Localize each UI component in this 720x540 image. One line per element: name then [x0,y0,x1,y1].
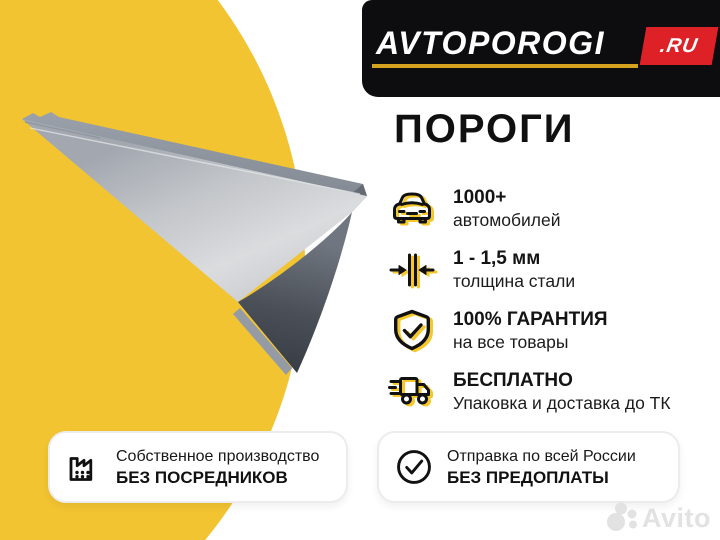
car-icon [388,185,436,233]
badge-line1: Отправка по всей России [447,447,636,465]
feature-text [453,309,608,353]
feature-subtitle: толщина стали [453,271,576,291]
feature-title: БЕСПЛАТНО [453,370,573,391]
feature-item-warranty [388,307,698,355]
feature-text [453,187,560,231]
feature-list [388,185,698,416]
production-badge [48,431,348,503]
feature-subtitle: автомобилей [453,210,561,230]
feature-subtitle: Упаковка и доставка до ТК [453,393,671,413]
steel-thickness-icon [388,246,436,294]
avito-watermark [604,501,711,535]
car-sill-product-photo [0,88,380,388]
feature-subtitle: на все товары [453,332,569,352]
feature-item-cars [388,185,698,233]
check-circle-icon [394,447,434,487]
feature-item-delivery [388,368,698,416]
badge-text [447,447,636,488]
feature-item-thickness [388,246,698,294]
factory-icon [65,448,103,486]
brand-domain: .RU [658,34,700,57]
feature-title: 100% ГАРАНТИЯ [453,309,608,330]
badge-line2: БЕЗ ПОСРЕДНИКОВ [116,467,288,487]
brand-name: AVTOPOROGI [376,25,605,61]
avito-logo-icon [604,501,640,535]
feature-title: 1 - 1,5 мм [453,248,541,269]
feature-text [453,370,671,414]
badge-line1: Собственное производство [116,447,320,465]
shipping-badge [377,431,680,503]
badge-text [116,447,319,488]
badge-line2: БЕЗ ПРЕДОПЛАТЫ [447,467,609,487]
brand-logo [362,0,720,97]
brand-domain-badge [640,27,719,65]
brand-underline [372,64,638,68]
feature-title: 1000+ [453,187,507,208]
delivery-truck-icon [388,368,436,416]
shield-check-icon [388,307,436,355]
page-title: ПОРОГИ [394,107,575,151]
avito-watermark-label: Avito [642,502,711,533]
feature-text [453,248,575,292]
